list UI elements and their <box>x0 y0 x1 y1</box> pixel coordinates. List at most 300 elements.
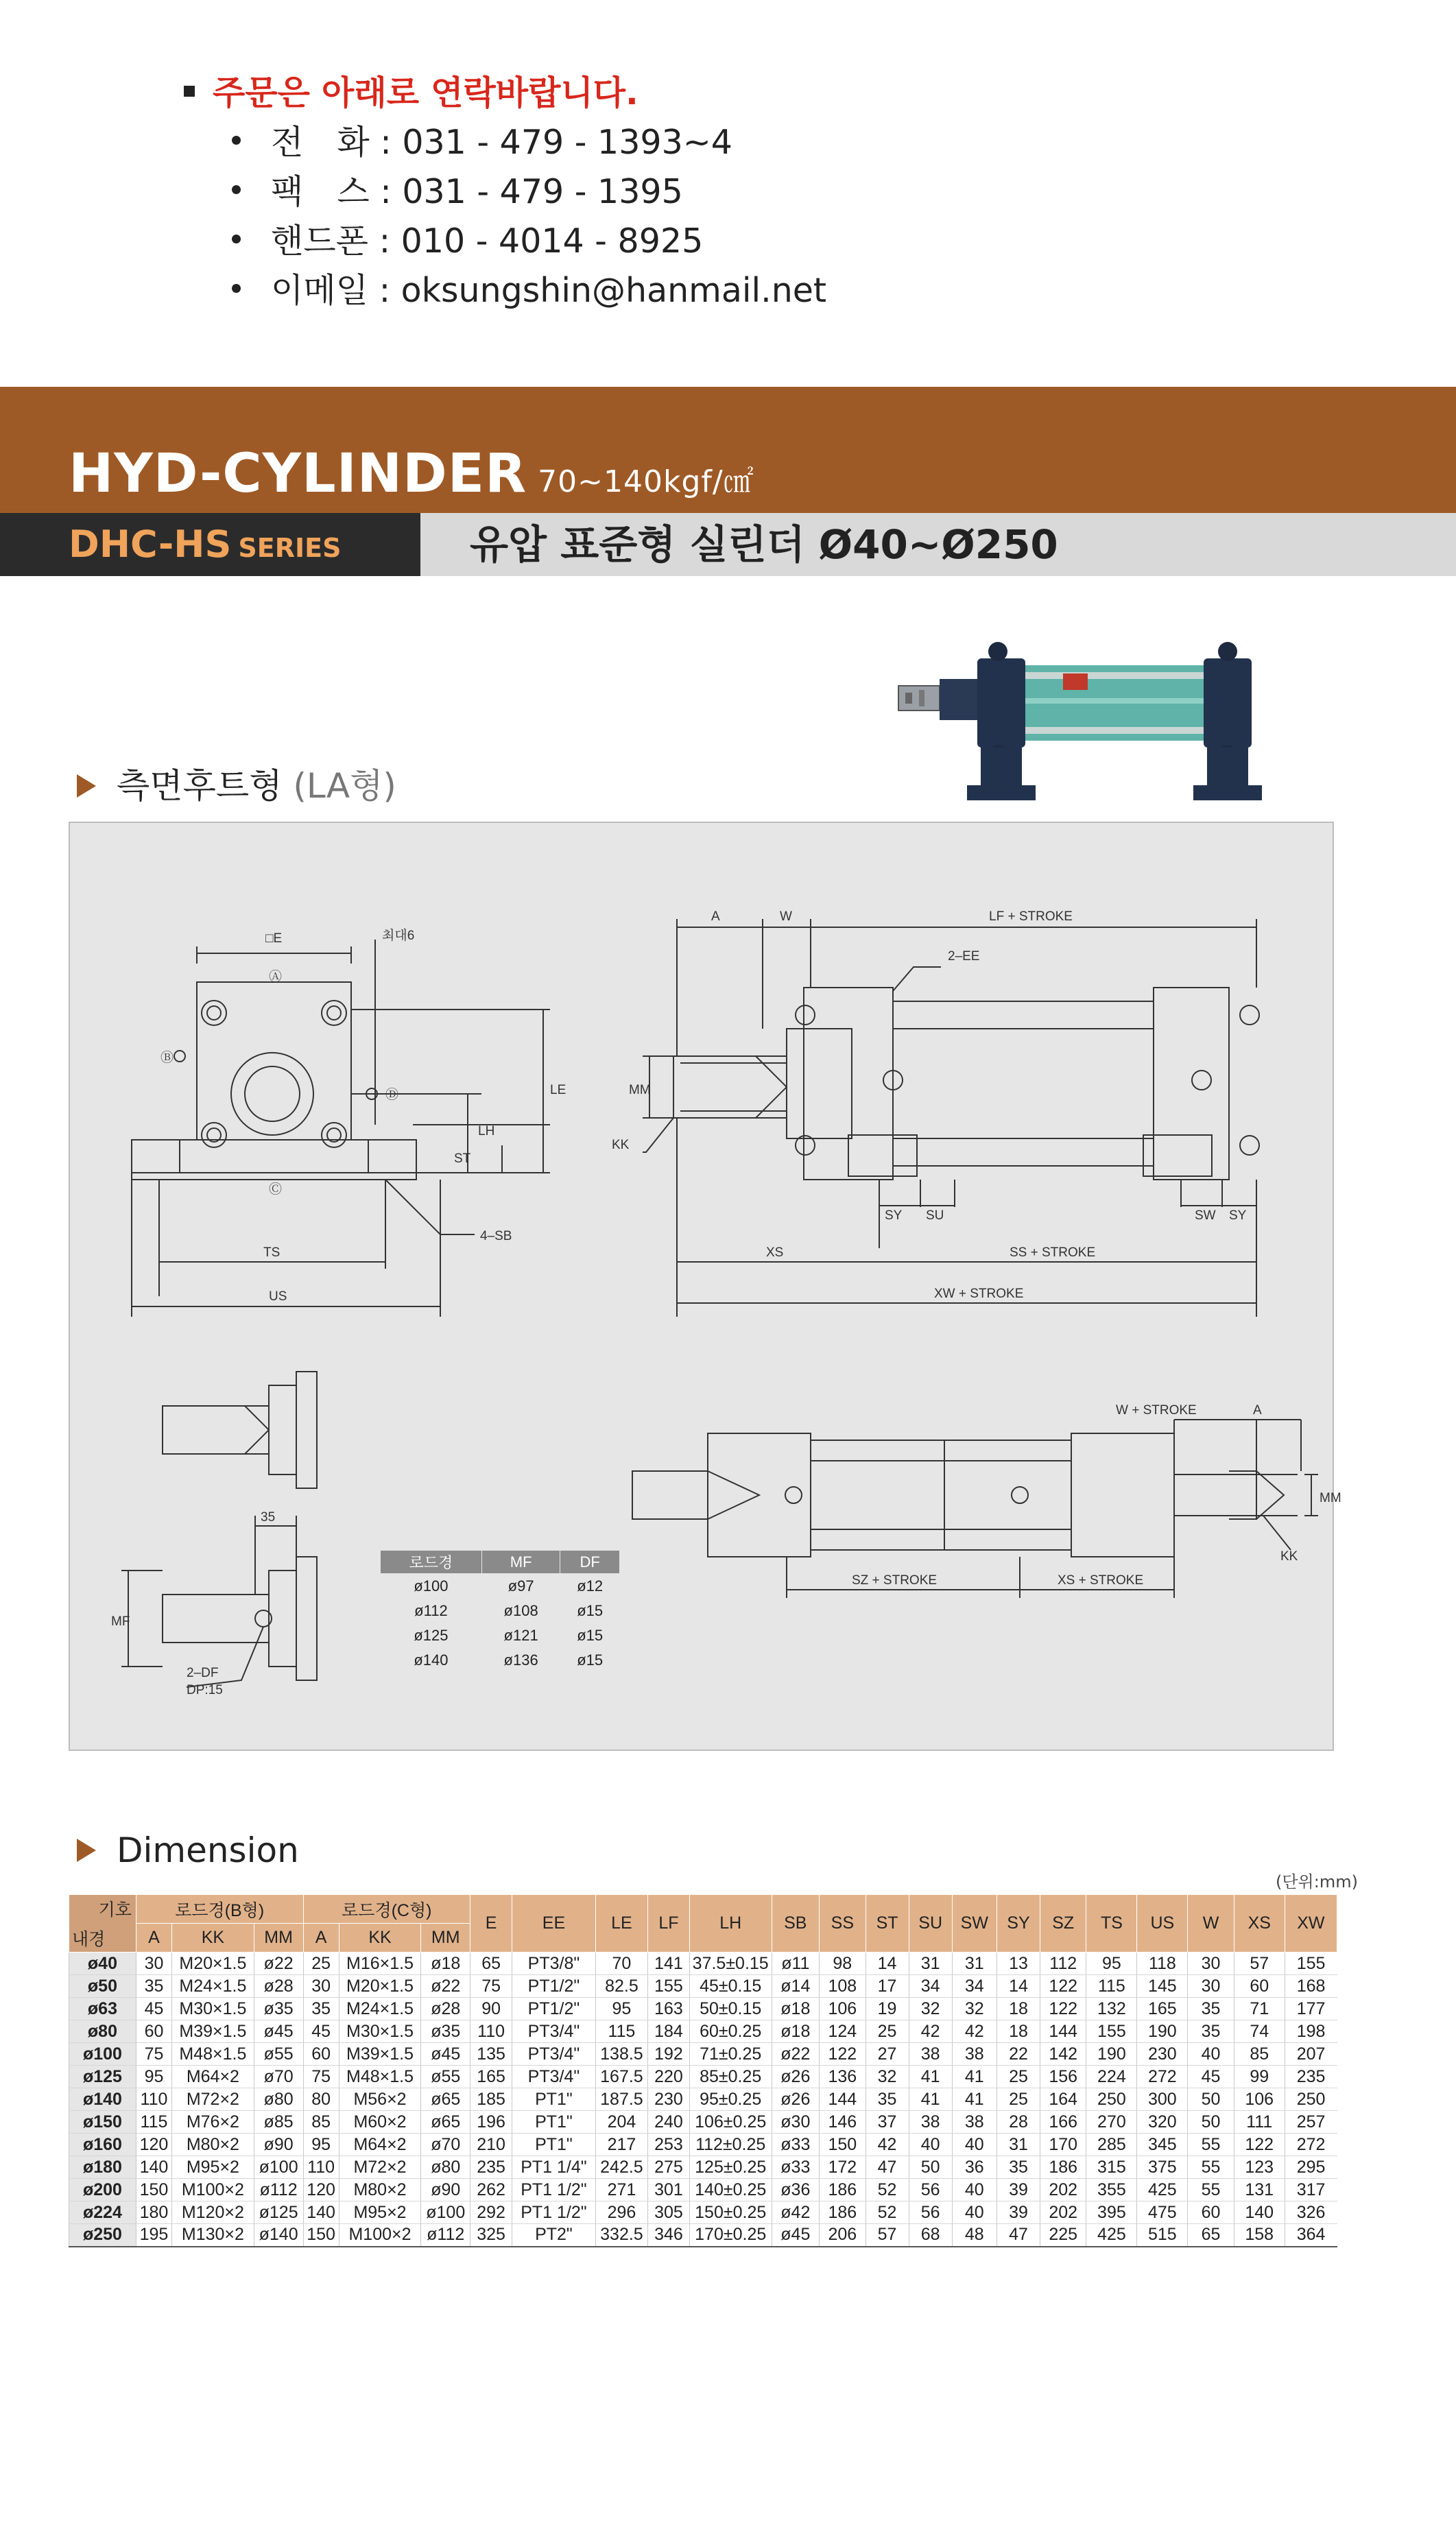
table-cell: M30×1.5 <box>172 1998 254 2020</box>
table-cell: 275 <box>647 2156 689 2179</box>
table-cell: 70 <box>595 1953 647 1975</box>
table-cell: 47 <box>996 2224 1040 2247</box>
rod-diameter-table <box>380 1550 620 1673</box>
cylinder-photo <box>892 624 1317 809</box>
col-header: EE <box>512 1895 596 1953</box>
table-cell: 207 <box>1285 2043 1337 2066</box>
table-cell: 50 <box>1188 2111 1234 2134</box>
table-cell: 18 <box>996 1998 1040 2020</box>
rod-table-cell: ø112 <box>414 1601 448 1619</box>
table-cell: 28 <box>996 2111 1040 2134</box>
table-row <box>69 2111 1337 2134</box>
table-cell: 230 <box>1137 2043 1188 2066</box>
table-cell: 74 <box>1234 2020 1285 2043</box>
table-cell: 60 <box>1188 2201 1234 2224</box>
dim-label-c-circle: Ⓒ <box>269 1182 283 1197</box>
section-dimension-title <box>77 1830 299 1871</box>
dim-label-su: SU <box>926 1208 944 1223</box>
table-cell: ø22 <box>421 1975 470 1998</box>
table-cell: 270 <box>1086 2111 1137 2134</box>
table-cell: 42 <box>952 2020 996 2043</box>
contact-phone <box>184 118 826 167</box>
table-cell: 150±0.25 <box>689 2201 772 2224</box>
table-cell: M72×2 <box>172 2088 254 2111</box>
table-cell: 41 <box>952 2088 996 2111</box>
table-cell: 111 <box>1234 2111 1285 2134</box>
table-cell: PT3/4" <box>512 2066 596 2088</box>
dim-label-df: 2–DF <box>187 1666 219 1680</box>
table-cell: ø100 <box>254 2156 303 2179</box>
table-cell: 30 <box>1188 1975 1234 1998</box>
table-cell: M76×2 <box>172 2111 254 2134</box>
table-cell: 60±0.25 <box>689 2020 772 2043</box>
table-cell: 138.5 <box>595 2043 647 2066</box>
table-cell: 118 <box>1137 1953 1188 1975</box>
table-cell: 115 <box>136 2111 171 2134</box>
table-cell: 68 <box>909 2224 952 2247</box>
col-header: TS <box>1086 1895 1137 1953</box>
row-header-cell: ø80 <box>69 2020 136 2043</box>
table-cell: 155 <box>1285 1953 1337 1975</box>
table-cell: 55 <box>1188 2179 1234 2201</box>
table-cell: 60 <box>136 2020 171 2043</box>
rod-table-cell: ø108 <box>503 1601 538 1619</box>
dim-label-sb: 4–SB <box>480 1229 512 1243</box>
table-cell: PT3/4" <box>512 2020 596 2043</box>
table-cell: M56×2 <box>339 2088 421 2111</box>
table-cell: 14 <box>996 1975 1040 1998</box>
series-name <box>69 523 341 570</box>
dim-label-lf-stroke: LF + STROKE <box>989 909 1073 924</box>
sub-header: MM <box>254 1924 303 1953</box>
table-cell: 140 <box>1234 2201 1285 2224</box>
dim-label-kk: KK <box>612 1138 630 1152</box>
table-cell: 142 <box>1040 2043 1086 2066</box>
sub-header: KK <box>172 1924 254 1953</box>
table-cell: PT1 1/2" <box>512 2201 596 2224</box>
table-cell: M20×1.5 <box>339 1975 421 1998</box>
table-cell: 190 <box>1137 2020 1188 2043</box>
dim-label-mm: MM <box>629 1083 651 1097</box>
table-cell: 172 <box>820 2156 866 2179</box>
table-cell: 30 <box>303 1975 339 1998</box>
table-row <box>69 1975 1337 1998</box>
rod-table-header-cell: DF <box>560 1551 620 1574</box>
series-description: 유압 표준형 실린더 Ø40~Ø250 <box>470 521 1058 568</box>
table-cell: 31 <box>996 2134 1040 2156</box>
table-cell: ø35 <box>254 1998 303 2020</box>
table-cell: 145 <box>1137 1975 1188 1998</box>
series-description-box <box>420 513 1456 576</box>
dim-label-ts: TS <box>263 1245 281 1260</box>
table-cell: 271 <box>595 2179 647 2201</box>
table-cell: 52 <box>866 2179 909 2201</box>
table-cell: 140 <box>303 2201 339 2224</box>
dim-label-a: A <box>711 909 720 924</box>
table-cell: 242.5 <box>595 2156 647 2179</box>
table-cell: 135 <box>470 2043 512 2066</box>
row-header-cell: ø160 <box>69 2134 136 2156</box>
table-cell: ø22 <box>254 1953 303 1975</box>
table-cell: M16×1.5 <box>339 1953 421 1975</box>
rod-table-cell: ø125 <box>414 1626 449 1644</box>
row-header-cell: ø50 <box>69 1975 136 1998</box>
table-cell: 25 <box>996 2066 1040 2088</box>
col-header: SS <box>820 1895 866 1953</box>
table-cell: 35 <box>1188 2020 1234 2043</box>
table-cell: PT1 1/2" <box>512 2179 596 2201</box>
rod-table-cell: ø15 <box>577 1651 604 1669</box>
table-cell: 195 <box>136 2224 171 2247</box>
table-header-row-1 <box>69 1895 1337 1924</box>
table-cell: M48×1.5 <box>339 2066 421 2088</box>
table-cell: 122 <box>820 2043 866 2066</box>
table-cell: 301 <box>647 2179 689 2201</box>
col-header: SU <box>909 1895 952 1953</box>
table-cell: 425 <box>1137 2179 1188 2201</box>
table-cell: 17 <box>866 1975 909 1998</box>
table-cell: ø90 <box>254 2134 303 2156</box>
col-header: XS <box>1234 1895 1285 1953</box>
table-cell: M95×2 <box>172 2156 254 2179</box>
table-cell: 167.5 <box>595 2066 647 2088</box>
table-cell: 71 <box>1234 1998 1285 2020</box>
col-header: US <box>1137 1895 1188 1953</box>
table-cell: 123 <box>1234 2156 1285 2179</box>
table-cell: ø70 <box>421 2134 470 2156</box>
table-cell: 515 <box>1137 2224 1188 2247</box>
table-cell: 166 <box>1040 2111 1086 2134</box>
table-cell: M24×1.5 <box>339 1998 421 2020</box>
table-cell: 187.5 <box>595 2088 647 2111</box>
table-cell: 36 <box>952 2156 996 2179</box>
table-cell: 30 <box>136 1953 171 1975</box>
table-cell: 25 <box>866 2020 909 2043</box>
banner-title-text: HYD-CYLINDER <box>69 443 527 505</box>
table-cell: ø45 <box>254 2020 303 2043</box>
table-cell: 296 <box>595 2201 647 2224</box>
table-cell: 240 <box>647 2111 689 2134</box>
table-cell: ø100 <box>421 2201 470 2224</box>
table-cell: PT1/2" <box>512 1998 596 2020</box>
table-cell: 164 <box>1040 2088 1086 2111</box>
table-cell: 50 <box>1188 2088 1234 2111</box>
section1-title-text: 측면후트형 <box>117 766 283 806</box>
table-cell: M72×2 <box>339 2156 421 2179</box>
table-cell: 177 <box>1285 1998 1337 2020</box>
dim-label-lh: LH <box>478 1124 495 1138</box>
table-cell: M100×2 <box>172 2179 254 2201</box>
table-cell: 202 <box>1040 2201 1086 2224</box>
table-cell: 144 <box>1040 2020 1086 2043</box>
table-cell: 98 <box>820 1953 866 1975</box>
table-cell: 40 <box>952 2179 996 2201</box>
table-cell: 132 <box>1086 1998 1137 2020</box>
table-cell: ø36 <box>772 2179 820 2201</box>
rod-table-cell: ø140 <box>414 1651 449 1669</box>
rod-table-cell: ø12 <box>577 1577 604 1595</box>
table-cell: 22 <box>996 2043 1040 2066</box>
table-cell: 317 <box>1285 2179 1337 2201</box>
triangle-bullet-icon <box>77 774 96 798</box>
table-cell: 202 <box>1040 2179 1086 2201</box>
table-cell: 48 <box>952 2224 996 2247</box>
rod-table-cell: ø15 <box>577 1626 604 1644</box>
table-cell: 320 <box>1137 2111 1188 2134</box>
col-header: SY <box>996 1895 1040 1953</box>
table-cell: 14 <box>866 1953 909 1975</box>
table-row <box>69 1998 1337 2020</box>
table-cell: 204 <box>595 2111 647 2134</box>
table-cell: 168 <box>1285 1975 1337 1998</box>
table-cell: 115 <box>1086 1975 1137 1998</box>
table-cell: 90 <box>470 1998 512 2020</box>
dim-label-sw: SW <box>1195 1208 1216 1223</box>
series-name-text: DHC-HS <box>69 523 232 566</box>
table-cell: 40 <box>952 2201 996 2224</box>
table-cell: 85 <box>303 2111 339 2134</box>
table-cell: 106 <box>820 1998 866 2020</box>
table-cell: ø80 <box>421 2156 470 2179</box>
triangle-bullet-icon <box>77 1839 96 1862</box>
table-cell: ø18 <box>772 2020 820 2043</box>
table-cell: ø45 <box>772 2224 820 2247</box>
col-header: E <box>470 1895 512 1953</box>
dot-bullet-icon <box>232 284 241 293</box>
table-cell: 292 <box>470 2201 512 2224</box>
table-cell: 41 <box>952 2066 996 2088</box>
table-cell: 165 <box>470 2066 512 2088</box>
table-cell: 39 <box>996 2201 1040 2224</box>
row-header-cell: ø140 <box>69 2088 136 2111</box>
table-cell: 85±0.25 <box>689 2066 772 2088</box>
table-cell: 95±0.25 <box>689 2088 772 2111</box>
table-cell: M100×2 <box>339 2224 421 2247</box>
table-cell: M64×2 <box>339 2134 421 2156</box>
table-cell: ø112 <box>421 2224 470 2247</box>
table-cell: ø65 <box>421 2088 470 2111</box>
table-cell: 45 <box>136 1998 171 2020</box>
dim-label-a2: A <box>1253 1403 1262 1418</box>
table-cell: 55 <box>1188 2134 1234 2156</box>
table-cell: PT1 1/4" <box>512 2156 596 2179</box>
table-cell: 346 <box>647 2224 689 2247</box>
table-cell: M120×2 <box>172 2201 254 2224</box>
dot-bullet-icon <box>232 185 241 194</box>
col-header: SB <box>772 1895 820 1953</box>
table-cell: ø80 <box>254 2088 303 2111</box>
table-cell: ø125 <box>254 2201 303 2224</box>
table-cell: 163 <box>647 1998 689 2020</box>
table-cell: 250 <box>1285 2088 1337 2111</box>
series-suffix: SERIES <box>238 533 342 563</box>
table-cell: 122 <box>1234 2134 1285 2156</box>
col-header: XW <box>1285 1895 1337 1953</box>
table-row <box>69 2134 1337 2156</box>
table-cell: 40 <box>909 2134 952 2156</box>
table-cell: 285 <box>1086 2134 1137 2156</box>
table-cell: 40 <box>952 2134 996 2156</box>
table-cell: PT1" <box>512 2134 596 2156</box>
table-cell: ø45 <box>421 2043 470 2066</box>
table-cell: 185 <box>470 2088 512 2111</box>
row-header-cell: ø250 <box>69 2224 136 2247</box>
table-cell: 99 <box>1234 2066 1285 2088</box>
table-cell: 196 <box>470 2111 512 2134</box>
table-cell: 45±0.15 <box>689 1975 772 1998</box>
table-cell: ø70 <box>254 2066 303 2088</box>
table-cell: 272 <box>1285 2134 1337 2156</box>
table-cell: 35 <box>136 1975 171 1998</box>
dot-bullet-icon <box>232 235 241 243</box>
table-cell: 60 <box>303 2043 339 2066</box>
table-cell: M24×1.5 <box>172 1975 254 1998</box>
table-cell: 110 <box>303 2156 339 2179</box>
product-banner <box>0 387 1456 513</box>
table-cell: 41 <box>909 2066 952 2088</box>
table-cell: 155 <box>1086 2020 1137 2043</box>
dim-label-ss-stroke: SS + STROKE <box>1010 1245 1096 1260</box>
table-cell: 315 <box>1086 2156 1137 2179</box>
table-cell: M95×2 <box>339 2201 421 2224</box>
table-cell: 57 <box>866 2224 909 2247</box>
table-cell: 37 <box>866 2111 909 2134</box>
table-cell: 35 <box>866 2088 909 2111</box>
table-cell: 31 <box>909 1953 952 1975</box>
table-cell: 13 <box>996 1953 1040 1975</box>
table-cell: 156 <box>1040 2066 1086 2088</box>
table-cell: 50±0.15 <box>689 1998 772 2020</box>
table-cell: 136 <box>820 2066 866 2088</box>
table-cell: ø26 <box>772 2088 820 2111</box>
table-cell: M48×1.5 <box>172 2043 254 2066</box>
table-cell: 47 <box>866 2156 909 2179</box>
table-row <box>69 2043 1337 2066</box>
dim-label-a-circle: Ⓐ <box>269 970 283 984</box>
table-cell: 235 <box>470 2156 512 2179</box>
table-cell: 131 <box>1234 2179 1285 2201</box>
dim-label-xw-stroke: XW + STROKE <box>934 1287 1024 1301</box>
table-cell: 38 <box>909 2111 952 2134</box>
table-cell: 75 <box>303 2066 339 2088</box>
dim-label-us: US <box>269 1289 287 1304</box>
dim-label-le: LE <box>550 1083 566 1097</box>
section-foot-mount-title <box>77 765 396 807</box>
rod-table-cell: ø97 <box>508 1577 534 1595</box>
table-cell: 170 <box>1040 2134 1086 2156</box>
table-cell: 180 <box>136 2201 171 2224</box>
table-cell: ø140 <box>254 2224 303 2247</box>
table-cell: 122 <box>1040 1975 1086 1998</box>
corner-bottom-label: 내경 <box>72 1930 106 1949</box>
table-cell: ø18 <box>772 1998 820 2020</box>
table-cell: 34 <box>909 1975 952 1998</box>
side-view <box>643 919 1259 1317</box>
table-cell: ø22 <box>772 2043 820 2066</box>
table-cell: ø33 <box>772 2156 820 2179</box>
table-cell: 235 <box>1285 2066 1337 2088</box>
table-cell: 95 <box>595 1998 647 2020</box>
table-row <box>69 1953 1337 1975</box>
table-cell: 345 <box>1137 2134 1188 2156</box>
table-cell: 220 <box>647 2066 689 2088</box>
table-cell: 198 <box>1285 2020 1337 2043</box>
table-cell: 35 <box>1188 1998 1234 2020</box>
dim-label-mf: MF <box>111 1614 130 1629</box>
table-cell: ø14 <box>772 1975 820 1998</box>
dim-label-sz-stroke: SZ + STROKE <box>852 1573 938 1588</box>
table-cell: PT3/8" <box>512 1953 596 1975</box>
table-cell: M39×1.5 <box>172 2020 254 2043</box>
dim-label-mm2: MM <box>1320 1491 1341 1505</box>
table-cell: M80×2 <box>339 2179 421 2201</box>
col-header: LH <box>689 1895 772 1953</box>
table-cell: 32 <box>866 2066 909 2088</box>
table-cell: 146 <box>820 2111 866 2134</box>
dimension-table-body <box>69 1953 1337 2247</box>
dim-label-w: W <box>780 909 792 924</box>
table-row <box>69 2020 1337 2043</box>
rod-table-row <box>381 1648 620 1673</box>
col-header: LE <box>595 1895 647 1953</box>
table-cell: 35 <box>303 1998 339 2020</box>
table-cell: 95 <box>303 2134 339 2156</box>
table-cell: ø18 <box>421 1953 470 1975</box>
dot-bullet-icon <box>232 136 241 145</box>
dim-label-sy: SY <box>885 1208 903 1223</box>
table-cell: 125±0.25 <box>689 2156 772 2179</box>
row-header-cell: ø224 <box>69 2201 136 2224</box>
dim-label-w-stroke: W + STROKE <box>1116 1403 1197 1418</box>
table-cell: 425 <box>1086 2224 1137 2247</box>
contact-header-text: 주문은 아래로 연락바랍니다. <box>213 73 639 112</box>
table-cell: 272 <box>1137 2066 1188 2088</box>
table-cell: M39×1.5 <box>339 2043 421 2066</box>
table-cell: 144 <box>820 2088 866 2111</box>
table-cell: PT2" <box>512 2224 596 2247</box>
table-cell: 224 <box>1086 2066 1137 2088</box>
table-cell: 42 <box>866 2134 909 2156</box>
col-header: SW <box>952 1895 996 1953</box>
technical-drawing <box>69 822 1341 1751</box>
row-header-cell: ø125 <box>69 2066 136 2088</box>
table-cell: M64×2 <box>172 2066 254 2088</box>
table-row <box>69 2088 1337 2111</box>
table-cell: 325 <box>470 2224 512 2247</box>
dim-label-e: □E <box>265 931 283 946</box>
table-cell: PT1" <box>512 2088 596 2111</box>
table-cell: 141 <box>647 1953 689 1975</box>
table-cell: 32 <box>952 1998 996 2020</box>
table-cell: 150 <box>136 2179 171 2201</box>
table-cell: 295 <box>1285 2156 1337 2179</box>
table-cell: ø112 <box>254 2179 303 2201</box>
dim-label-dp: DP:15 <box>187 1683 223 1697</box>
table-cell: 192 <box>647 2043 689 2066</box>
table-cell: 25 <box>303 1953 339 1975</box>
table-cell: 38 <box>909 2043 952 2066</box>
table-cell: 41 <box>909 2088 952 2111</box>
contact-email-text: 이메일 : oksungshin@hanmail.net <box>271 271 827 310</box>
table-cell: 19 <box>866 1998 909 2020</box>
table-cell: 32 <box>909 1998 952 2020</box>
group-b-header: 로드경(B형) <box>136 1895 303 1924</box>
table-cell: 106±0.25 <box>689 2111 772 2134</box>
dim-label-b-circle: Ⓑ <box>160 1051 174 1065</box>
table-cell: ø55 <box>421 2066 470 2088</box>
table-cell: 112 <box>1040 1953 1086 1975</box>
drawing-svg <box>70 823 1341 1752</box>
